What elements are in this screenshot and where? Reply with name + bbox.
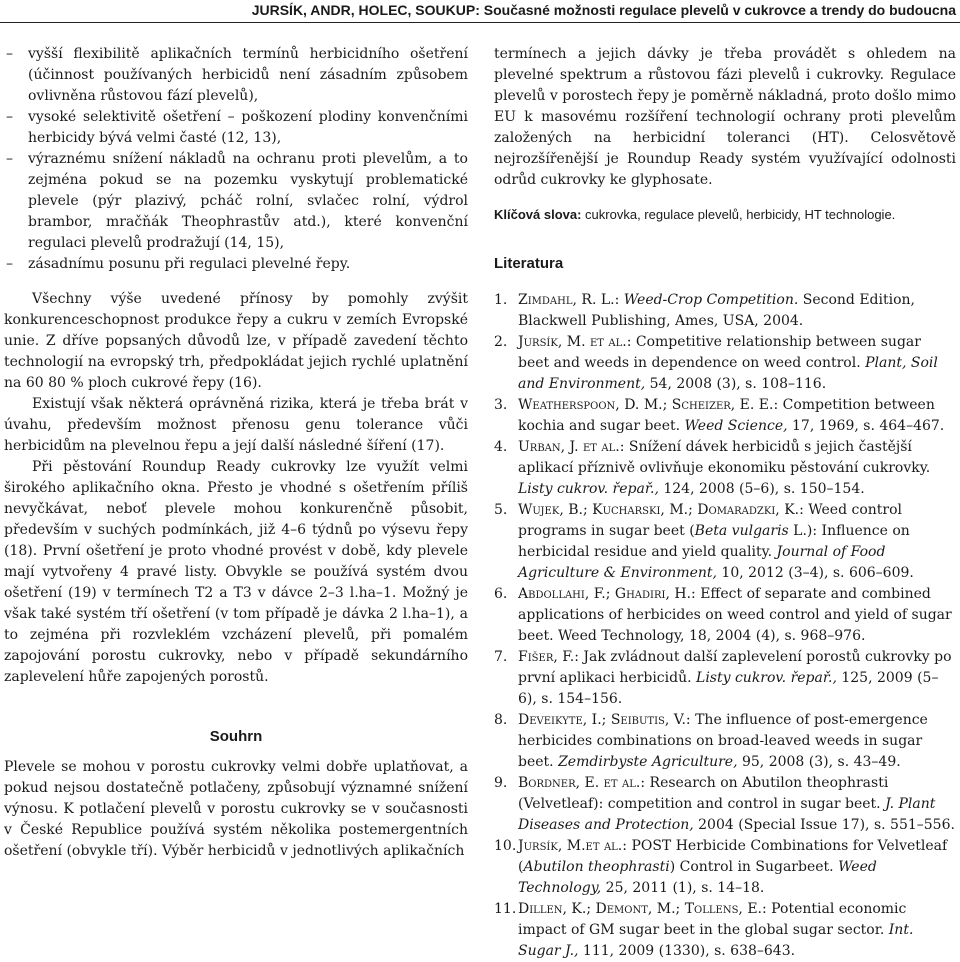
reference-authors: Abdollahi, F.; Ghadiri, H.: bbox=[518, 586, 701, 602]
benefit-list bbox=[4, 44, 468, 275]
reference-details: 2004 (Special Issue 17), s. 551–556. bbox=[693, 817, 955, 833]
reference-details: 10, 2012 (3–4), s. 606–609. bbox=[716, 565, 914, 581]
reference-authors: Wujek, B.; Kucharski, M.; Domaradzki, K.: bbox=[518, 502, 809, 518]
running-title: JURSÍK, ANDR, HOLEC, SOUKUP: Současné možnosti regulace plevelů v cukrovce a trendy do budoucna bbox=[251, 2, 956, 18]
keywords bbox=[494, 205, 956, 225]
reference-journal: J. Plant Diseases and Protection, bbox=[518, 796, 936, 833]
reference-number: 8. bbox=[494, 712, 508, 728]
keywords-text: cukrovka, regulace plevelů, herbicidy, HT technologie. bbox=[581, 207, 896, 222]
reference-text: Snížení dávek herbicidů s jejich častější aplikací příznivě ovlivňuje ekonomiku pěstování cukrovky. bbox=[518, 439, 931, 476]
reference-title: Weed-Crop Competition. bbox=[623, 292, 799, 308]
reference-details: 125, 2009 (5–6), s. 154–156. bbox=[518, 670, 939, 707]
reference-item bbox=[494, 290, 956, 332]
reference-details: L.): Influence on herbicidal residue and yield quality. bbox=[518, 523, 910, 560]
reference-authors: Urban, J. et al.: bbox=[518, 439, 629, 455]
reference-list bbox=[494, 290, 956, 962]
reference-journal: Abutilon theophrasti bbox=[523, 859, 670, 875]
reference-number: 4. bbox=[494, 439, 508, 455]
reference-text: Potential economic impact of GM sugar beet in the global sugar sector. bbox=[518, 901, 907, 938]
reference-item bbox=[494, 395, 956, 437]
reference-details: 95, 2008 (3), s. 43–49. bbox=[737, 754, 901, 770]
reference-item bbox=[494, 437, 956, 500]
reference-authors: Weatherspoon, D. M.; Scheizer, E. E.: bbox=[518, 397, 783, 413]
reference-item bbox=[494, 710, 956, 773]
reference-authors: Deveikyte, I.; Seibutis, V.: bbox=[518, 712, 696, 728]
list-item: – výraznému snížení nákladů na ochranu proti plevelům, a to zejména pokud se na pozemku vyskytují problematické plevele (pýr plazivý, pcháč rolní, svlačec rolní, výdrol brambor, mračňák Theophrastův atd.), které konvenční regulaci plevelů prodražují (14, 15), bbox=[4, 149, 468, 254]
reference-authors: Zimdahl, R. L.: bbox=[518, 292, 624, 308]
reference-text: Second Edition, Blackwell Publishing, Ames, USA, 2004. bbox=[518, 292, 915, 329]
reference-item bbox=[494, 773, 956, 836]
paragraph: Při pěstování Roundup Ready cukrovky lze využít velmi širokého aplikačního okna. Přesto je vhodné s ošetřením příliš nevyčkávat, neboť plevele mohou konkurenčně působit, především v suchých podmínkách, již 4–6 týdnů po výsevu řepy (18). První ošetření je proto vhodné provést v době, kdy plevele mají vytvořeny 4 pravé listy. Obvykle se používá systém dvou ošetření (19) v termínech T2 a T3 v dávce 2–3 l.ha–1. Možný je však také systém tří ošetření (v tom případě je dávka 2 l.ha–1), a to zejména při rozvleklém vzcházení plevelů, při pomalém zapojování porostu cukrovky, nebo v případě sekundárního zaplevelení hůře zapojených porostů. bbox=[4, 459, 468, 685]
summary-heading: Souhrn bbox=[209, 728, 263, 745]
reference-number: 1. bbox=[494, 292, 508, 308]
paragraph: Existují však některá oprávněná rizika, která je třeba brát v úvahu, především možnost přenosu genu tolerance vůči herbicidům na plevelnou řepu a její další následné šíření (17). bbox=[4, 396, 468, 454]
reference-journal: Beta vulgaris bbox=[694, 523, 789, 539]
reference-journal: Listy cukrov. řepař., bbox=[696, 670, 837, 686]
reference-text: Jak zvládnout další zaplevelení porostů cukrovky po první aplikaci herbicidů. bbox=[518, 649, 952, 686]
reference-item bbox=[494, 584, 956, 647]
right-column bbox=[494, 44, 956, 962]
reference-text: Effect of separate and combined applications of herbicides on weed control and yield of sugar beet. Weed Technology, 18, 2004 (4), s. 968–976. bbox=[518, 586, 952, 644]
reference-number: 3. bbox=[494, 397, 508, 413]
reference-number: 7. bbox=[494, 649, 508, 665]
reference-journal: Plant, Soil and Environment, bbox=[518, 355, 938, 392]
reference-details: 124, 2008 (5–6), s. 150–154. bbox=[658, 481, 865, 497]
reference-number: 2. bbox=[494, 334, 508, 350]
reference-details: 17, 1969, s. 464–467. bbox=[787, 418, 945, 434]
list-item: – vysoké selektivitě ošetření – poškození plodiny konvenčními herbicidy bývá velmi časté (12, 13), bbox=[4, 107, 468, 149]
paragraph: Všechny výše uvedené přínosy by pomohly zvýšit konkurenceschopnost produkce řepy a cukru v zemích Evropské unie. Z dříve popsaných důvodů lze, v případě zavedení těchto technologií na evropský trh, předpokládat jejich rychlé uplatnění na 60 80 % ploch cukrové řepy (16). bbox=[4, 291, 468, 391]
reference-number: 11. bbox=[494, 901, 517, 917]
reference-details: 25, 2011 (1), s. 14–18. bbox=[601, 880, 765, 896]
reference-item bbox=[494, 500, 956, 584]
left-column bbox=[4, 44, 468, 862]
summary-continuation: termínech a jejich dávky je třeba provádět s ohledem na plevelné spektrum a růstovou fázi plevelů i cukrovky. Regulace plevelů v porostech řepy je poměrně nákladná, proto došlo mimo EU k masovému rozšíření technologií ochrany proti plevelům založených na herbicidní toleranci (HT). Celosvětově nejrozšířenější je Roundup Ready systém využívající odolnosti odrůd cukrovky ke glyphosate. bbox=[494, 46, 956, 188]
reference-journal: Int. Sugar J., bbox=[518, 922, 914, 959]
reference-number: 6. bbox=[494, 586, 508, 602]
reference-item bbox=[494, 332, 956, 395]
reference-journal: Weed Science, bbox=[684, 418, 788, 434]
reference-number: 10. bbox=[494, 838, 517, 854]
reference-details: ) Control in Sugarbeet. bbox=[669, 859, 839, 875]
reference-number: 5. bbox=[494, 502, 508, 518]
list-item: – vyšší flexibilitě aplikačních termínů herbicidního ošetření (účinnost používaných herbicidů není zásadním způsobem ovlivněna růstovou fází plevelů), bbox=[4, 44, 468, 107]
list-item: – zásadnímu posunu při regulaci plevelné řepy. bbox=[4, 254, 468, 275]
reference-journal: Zemdirbyste Agriculture, bbox=[558, 754, 738, 770]
literature-heading: Literatura bbox=[494, 255, 564, 272]
reference-text: Weed control programs in sugar beet ( bbox=[518, 502, 903, 539]
reference-text: The influence of post-emergence herbicides combinations on broad-leaved weeds in sugar beet. bbox=[518, 712, 928, 770]
reference-number: 9. bbox=[494, 775, 508, 791]
reference-authors: Dillen, K.; Demont, M.; Tollens, E.: bbox=[518, 901, 772, 917]
reference-details: 111, 2009 (1330), s. 638–643. bbox=[578, 943, 796, 959]
reference-authors: Bordner, E. et al.: bbox=[518, 775, 650, 791]
summary-text: Plevele se mohou v porostu cukrovky velmi dobře uplatňovat, a pokud nejsou dostatečně potlačeny, způsobují významné snížení výnosu. K potlačení plevelů v porostu cukrovky se v současnosti v České Republice používá systém několika postemergentních ošetření (obvykle tří). Výběr herbicidů v jednotlivých aplikačních bbox=[4, 759, 468, 859]
reference-text: POST Herbicide Combinations for Velvetleaf ( bbox=[518, 838, 948, 875]
reference-item bbox=[494, 836, 956, 899]
reference-journal: Listy cukrov. řepař., bbox=[518, 481, 659, 497]
reference-authors: Fišer, F.: bbox=[518, 649, 584, 665]
reference-authors: Jursík, M. et al.: bbox=[518, 334, 636, 350]
reference-text: Competitive relationship between sugar beet and weeds in dependence on weed control. bbox=[518, 334, 921, 371]
reference-details: 54, 2008 (3), s. 108–116. bbox=[645, 376, 827, 392]
reference-journal: Weed Technology, bbox=[518, 859, 877, 896]
reference-text: Research on Abutilon theophrasti (Velvetleaf): competition and control in sugar beet. bbox=[518, 775, 889, 812]
reference-journal: Journal of Food Agriculture & Environment, bbox=[518, 544, 886, 581]
reference-item bbox=[494, 899, 956, 962]
reference-authors: Jursík, M.et al.: bbox=[518, 838, 632, 854]
keywords-label: Klíčová slova: bbox=[494, 207, 582, 222]
reference-item bbox=[494, 647, 956, 710]
running-header bbox=[0, 0, 960, 23]
reference-text: Competition between kochia and sugar beet. bbox=[518, 397, 935, 434]
